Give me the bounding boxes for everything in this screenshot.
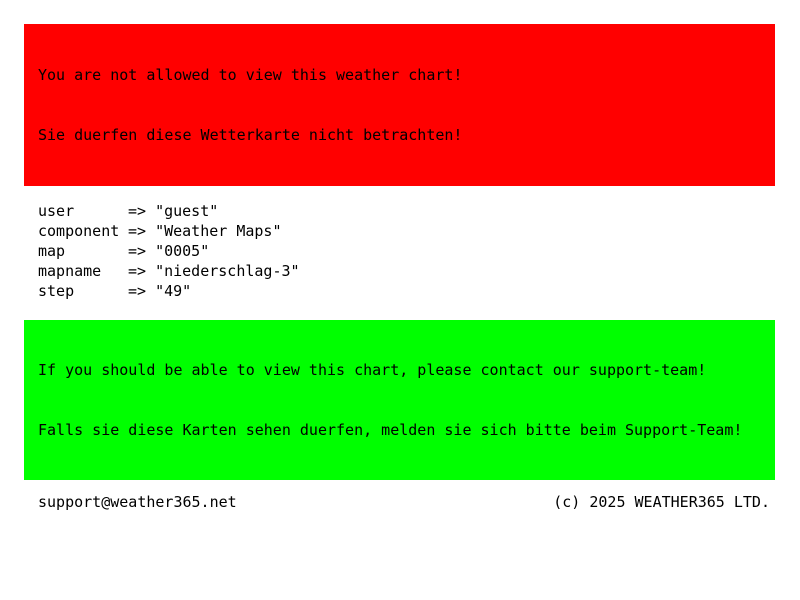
param-key: user [38,202,75,220]
param-key: component [38,222,120,240]
param-value: "0005" [155,242,210,260]
access-denied-line-de: Sie duerfen diese Wetterkarte nicht betrachten! [38,126,463,144]
param-arrow: => [128,282,147,300]
support-line-de: Falls sie diese Karten sehen duerfen, melden sie sich bitte beim Support-Team! [38,421,743,439]
param-arrow: => [128,222,147,240]
param-key: step [38,282,75,300]
access-denied-banner [24,24,775,186]
param-value: "guest" [155,202,219,220]
param-row-map [38,241,800,261]
copyright-notice: (c) 2025 WEATHER365 LTD. [553,493,770,511]
param-arrow: => [128,202,147,220]
request-parameters [38,201,800,301]
param-row-step [38,281,800,301]
param-value: "Weather Maps" [155,222,282,240]
param-value: "niederschlag-3" [155,262,300,280]
param-arrow: => [128,262,147,280]
param-row-user [38,201,800,221]
access-denied-line-en: You are not allowed to view this weather chart! [38,66,463,84]
footer [38,492,770,512]
param-value: "49" [155,282,192,300]
param-row-component [38,221,800,241]
param-row-mapname [38,261,800,281]
param-key: mapname [38,262,102,280]
support-line-en: If you should be able to view this chart, please contact our support-team! [38,361,707,379]
support-email: support@weather365.net [38,493,237,511]
support-contact-banner [24,320,775,480]
param-arrow: => [128,242,147,260]
param-key: map [38,242,66,260]
